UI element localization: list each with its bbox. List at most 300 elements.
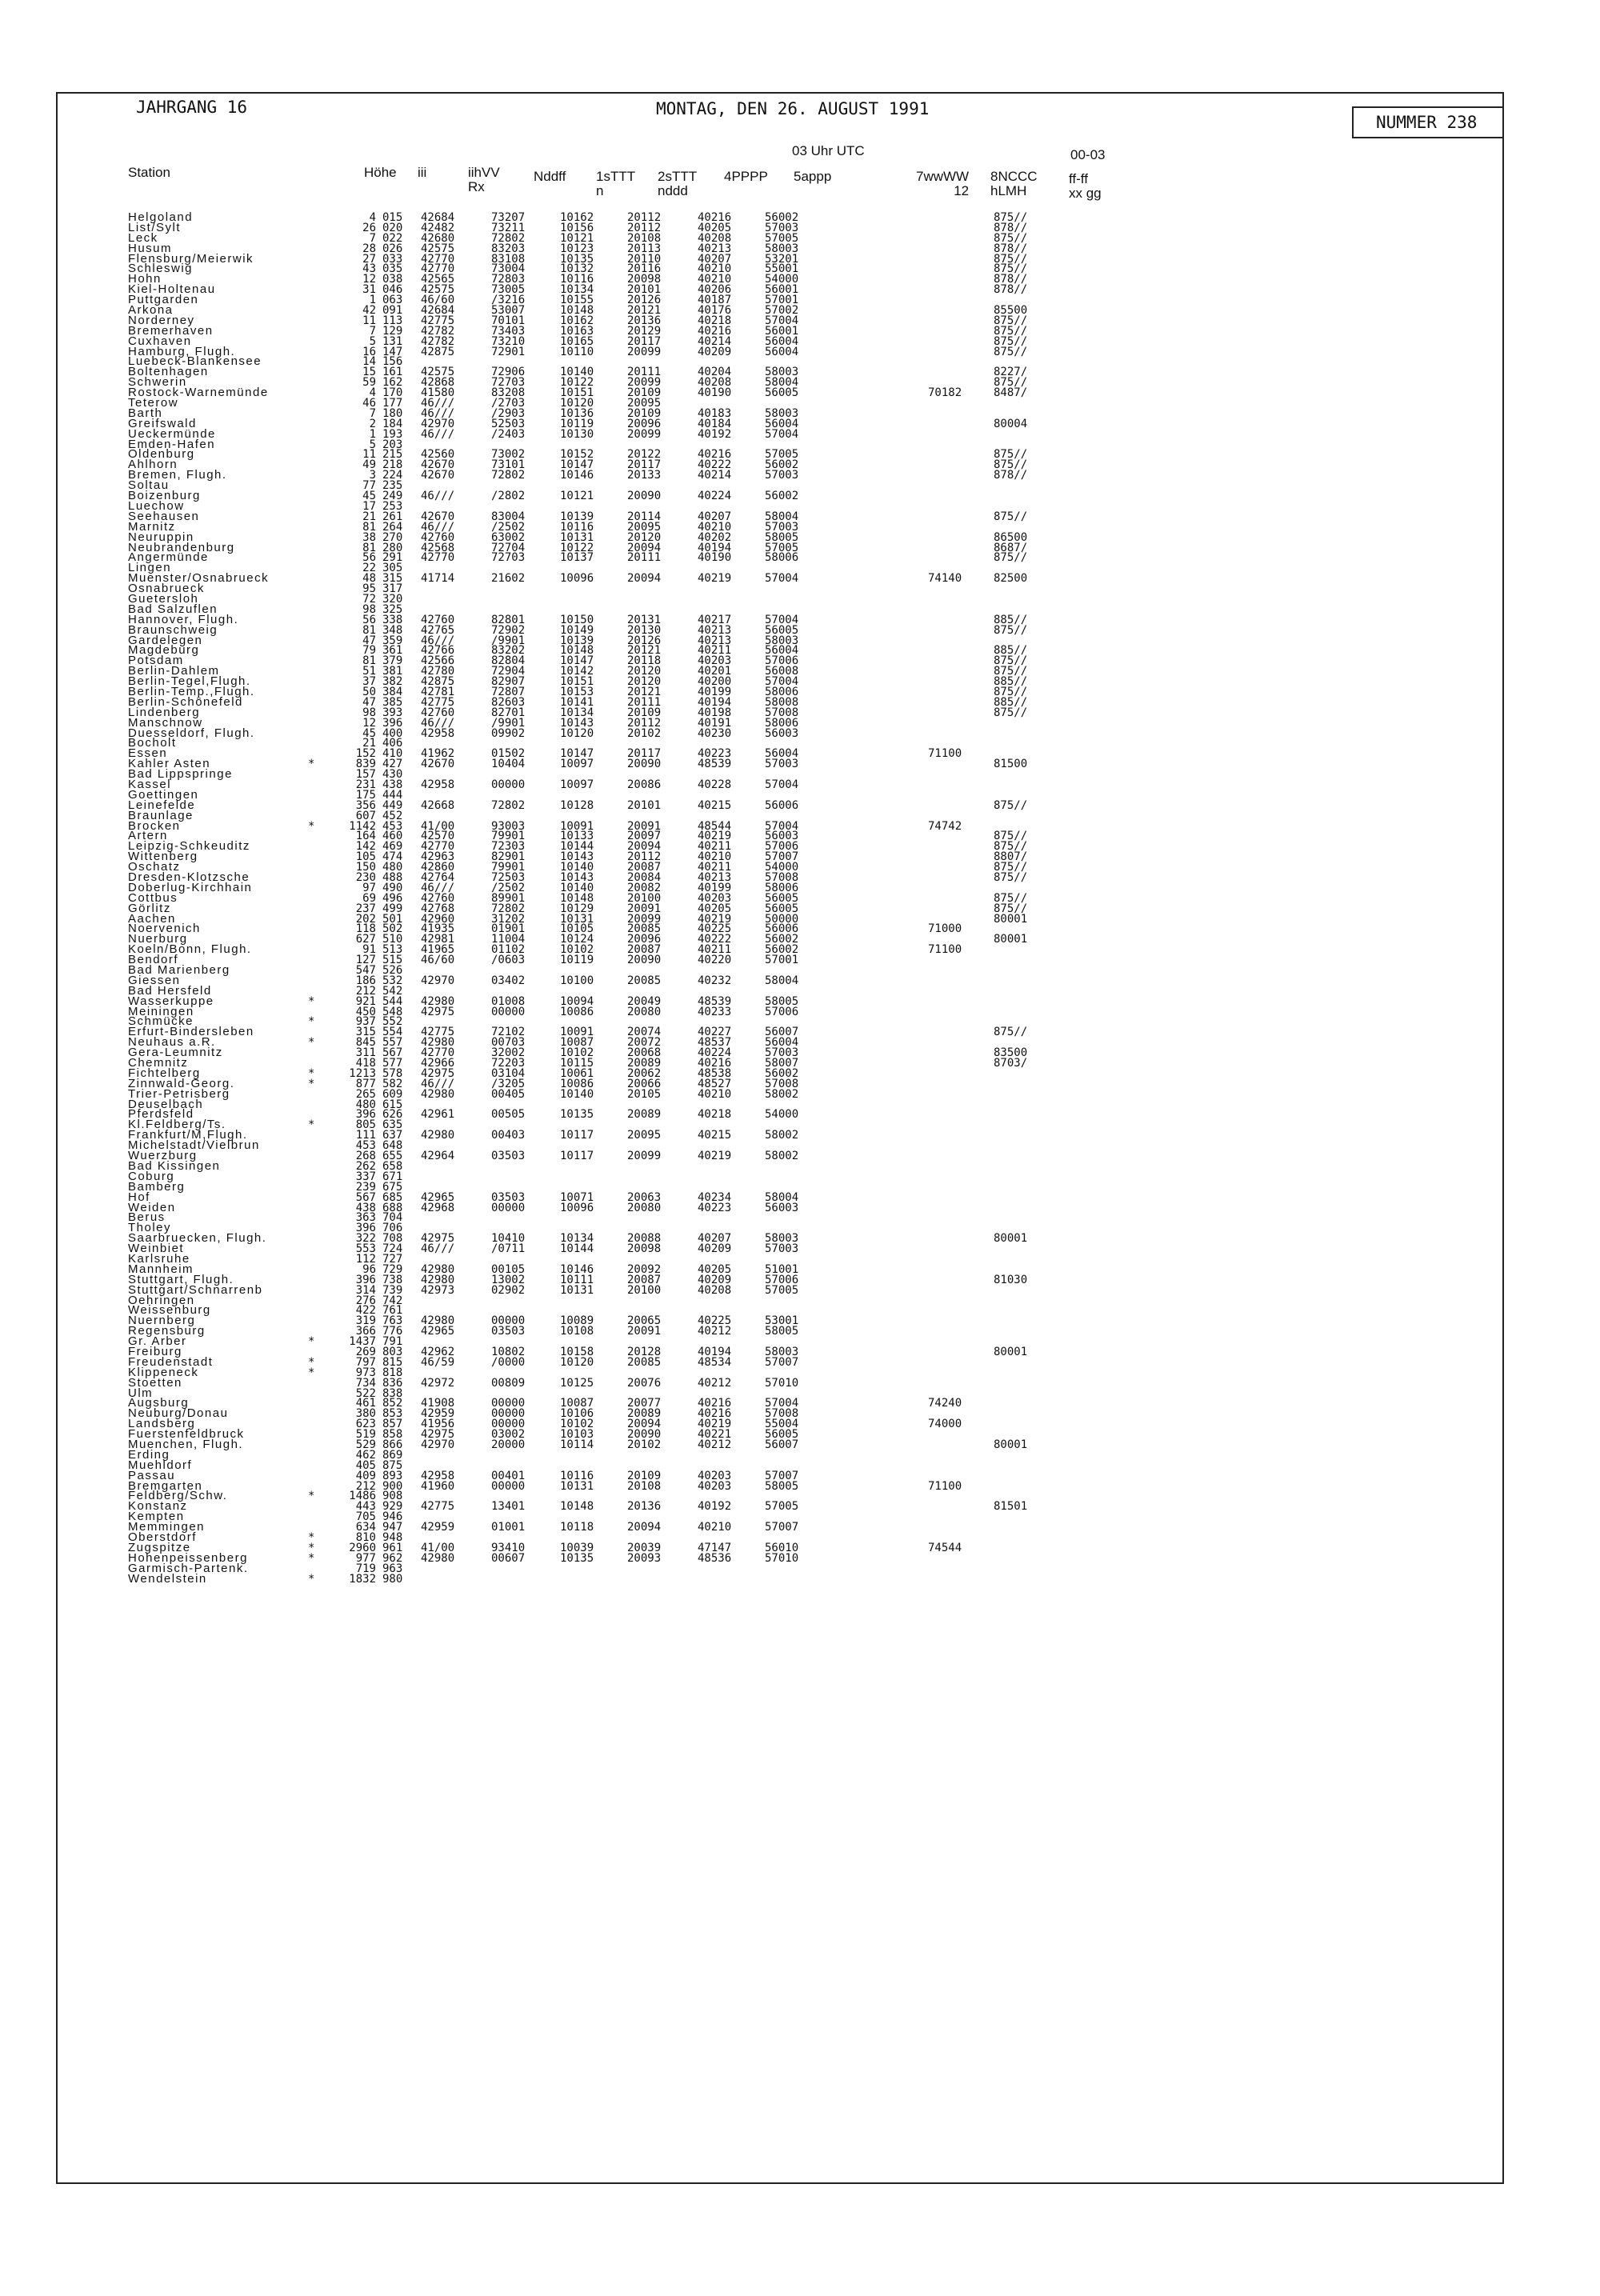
station-height: 366: [355, 1325, 376, 1338]
group-temp: 10097: [560, 758, 594, 771]
table-row: [128, 478, 1360, 493]
group-temp: 10111: [560, 1273, 594, 1286]
station-index: 020: [382, 221, 403, 234]
station-name: Bad Kissingen: [128, 1158, 221, 1173]
group-ihvv: 42570: [421, 830, 455, 843]
station-height: 396: [355, 1108, 376, 1122]
group-ihvv: 42975: [421, 1428, 455, 1442]
group-weather: 71000: [928, 922, 962, 936]
group-pressure: 40220: [698, 954, 732, 967]
table-row: [128, 426, 1360, 441]
station-height: 529: [355, 1438, 376, 1451]
group-pressure: 40184: [698, 417, 732, 430]
station-name: Ulm: [128, 1386, 154, 1400]
group-dewpoint: 20039: [627, 1541, 662, 1554]
station-height: 50: [362, 685, 376, 698]
group-temp: 10131: [560, 912, 594, 926]
col-nddff: Nddff: [534, 169, 566, 184]
group-pressure: 40192: [698, 427, 732, 441]
station-name: Boizenburg: [128, 489, 201, 503]
group-nddff: 20000: [491, 1438, 526, 1451]
station-index: 015: [382, 211, 403, 224]
table-row: [128, 1303, 1360, 1318]
group-ihvv: 41956: [421, 1418, 455, 1431]
station-height: 12: [362, 716, 376, 730]
table-row: [128, 416, 1360, 430]
station-height: 839: [355, 758, 376, 771]
station-index: 460: [382, 830, 403, 843]
table-row: [128, 295, 1360, 306]
group-temp: 10162: [560, 314, 594, 327]
group-tendency: 57006: [765, 1273, 799, 1286]
group-ihvv: 46///: [421, 406, 455, 420]
table-row: [128, 241, 1360, 255]
group-pressure: 40210: [698, 850, 732, 864]
group-nddff: 10404: [491, 758, 526, 771]
station-name: Trier-Petrisberg: [128, 1086, 230, 1101]
group-dewpoint: 20128: [627, 1345, 662, 1358]
station-name: Goettingen: [128, 787, 199, 802]
group-cloud: 878//: [994, 283, 1028, 297]
group-cloud: 875//: [994, 891, 1028, 905]
group-temp: 10143: [560, 871, 594, 884]
station-height: 337: [355, 1170, 376, 1183]
station-name: Hannover, Flugh.: [128, 612, 239, 626]
group-dewpoint: 20109: [627, 386, 662, 400]
group-ihvv: 41580: [421, 386, 455, 400]
group-pressure: 40205: [698, 902, 732, 915]
group-ihvv: 42770: [421, 252, 455, 266]
station-index: 515: [382, 954, 403, 967]
group-nddff: 02902: [491, 1283, 526, 1297]
station-name: Bremerhaven: [128, 323, 214, 338]
group-pressure: 40214: [698, 334, 732, 348]
group-temp: 10102: [560, 1418, 594, 1431]
group-dewpoint: 20095: [627, 1129, 662, 1142]
station-index: 980: [382, 1572, 403, 1586]
group-nddff: /2903: [491, 406, 526, 420]
station-index: 739: [382, 1283, 403, 1297]
station-height: 438: [355, 1201, 376, 1214]
group-temp: 10110: [560, 345, 594, 358]
station-name: Stoetten: [128, 1375, 182, 1390]
group-pressure: 40183: [698, 406, 732, 420]
group-nddff: /0603: [491, 954, 526, 967]
group-tendency: 50000: [765, 912, 799, 926]
table-row: [128, 550, 1360, 565]
station-name: Ahlhorn: [128, 458, 178, 472]
volume-label: JAHRGANG 16: [136, 98, 248, 117]
table-row: [128, 530, 1360, 544]
group-dewpoint: 20131: [627, 613, 662, 626]
group-weather: 74240: [928, 1397, 962, 1410]
table-row: [128, 973, 1360, 987]
group-temp: 10116: [560, 520, 594, 534]
group-pressure: 40225: [698, 1314, 732, 1328]
table-row: [128, 591, 1360, 606]
station-index: 637: [382, 1129, 403, 1142]
group-tendency: 58002: [765, 1129, 799, 1142]
group-dewpoint: 20074: [627, 1026, 662, 1039]
station-name: Muehldorf: [128, 1458, 193, 1472]
station-height: 5: [369, 438, 376, 451]
group-cloud: 83500: [994, 1046, 1028, 1060]
group-cloud: 8487/: [994, 386, 1028, 400]
group-dewpoint: 20076: [627, 1376, 662, 1390]
period-label: 00-03: [1070, 147, 1106, 162]
station-name: Marnitz: [128, 519, 176, 534]
group-cloud: 875//: [994, 830, 1028, 843]
group-temp: 10146: [560, 469, 594, 482]
mountain-marker: *: [308, 1066, 315, 1080]
station-height: 314: [355, 1283, 376, 1297]
group-temp: 10165: [560, 334, 594, 348]
group-ihvv: 42766: [421, 644, 455, 658]
station-index: 946: [382, 1510, 403, 1524]
group-cloud: 80004: [994, 417, 1028, 430]
group-tendency: 57005: [765, 541, 799, 554]
group-pressure: 40228: [698, 778, 732, 791]
table-row: [128, 313, 1360, 327]
station-name: Berlin-Schönefeld: [128, 694, 243, 709]
group-pressure: 40204: [698, 366, 732, 379]
table-row: [128, 1223, 1360, 1234]
group-pressure: 40199: [698, 881, 732, 894]
station-index: 063: [382, 294, 403, 307]
group-pressure: 40211: [698, 943, 732, 957]
station-index: 648: [382, 1139, 403, 1153]
group-nddff: 01008: [491, 994, 526, 1008]
group-ihvv: 42962: [421, 1345, 455, 1358]
group-ihvv: 42670: [421, 510, 455, 523]
group-dewpoint: 20077: [627, 1397, 662, 1410]
station-name: Muenchen, Flugh.: [128, 1437, 244, 1451]
table-row: [128, 571, 1360, 586]
group-pressure: 40200: [698, 675, 732, 689]
group-dewpoint: 20110: [627, 252, 662, 266]
group-dewpoint: 20080: [627, 1201, 662, 1214]
group-temp: 10097: [560, 778, 594, 791]
station-index: 184: [382, 417, 403, 430]
group-pressure: 40207: [698, 1232, 732, 1246]
station-height: 269: [355, 1345, 376, 1358]
group-ihvv: 46///: [421, 490, 455, 503]
group-dewpoint: 20080: [627, 1005, 662, 1018]
station-height: 2960: [349, 1541, 376, 1554]
group-pressure: 48536: [698, 1551, 732, 1565]
station-index: 113: [382, 314, 403, 327]
group-nddff: /0000: [491, 1355, 526, 1369]
station-height: 38: [362, 530, 376, 544]
group-dewpoint: 20102: [627, 1438, 662, 1451]
station-name: Chemnitz: [128, 1056, 189, 1070]
station-index: 838: [382, 1386, 403, 1400]
group-nddff: 73101: [491, 458, 526, 472]
station-height: 547: [355, 964, 376, 978]
group-ihvv: 42970: [421, 1438, 455, 1451]
group-tendency: 57004: [765, 572, 799, 586]
station-name: Gardelegen: [128, 633, 203, 647]
group-temp: 10120: [560, 1355, 594, 1369]
group-nddff: /2502: [491, 881, 526, 894]
group-temp: 10130: [560, 427, 594, 441]
col-pppp: 4PPPP: [724, 169, 768, 184]
station-height: 396: [355, 1273, 376, 1286]
group-nddff: 72807: [491, 685, 526, 698]
station-index: 513: [382, 943, 403, 957]
group-pressure: 40222: [698, 458, 732, 472]
table-row: [128, 1076, 1360, 1090]
group-dewpoint: 20101: [627, 283, 662, 297]
group-tendency: 58005: [765, 1479, 799, 1493]
station-name: Angermünde: [128, 550, 209, 565]
group-nddff: 73207: [491, 211, 526, 224]
table-row: [128, 210, 1360, 224]
group-ihvv: 46/59: [421, 1355, 455, 1369]
station-height: 363: [355, 1211, 376, 1225]
mountain-marker: *: [308, 1335, 315, 1349]
group-temp: 10151: [560, 675, 594, 689]
group-nddff: 03503: [491, 1150, 526, 1163]
station-height: 27: [362, 252, 376, 266]
group-tendency: 56005: [765, 902, 799, 915]
station-height: 164: [355, 830, 376, 843]
station-height: 380: [355, 1407, 376, 1421]
group-tendency: 57004: [765, 613, 799, 626]
station-index: 776: [382, 1325, 403, 1338]
station-height: 450: [355, 1005, 376, 1018]
station-name: Oldenburg: [128, 447, 195, 462]
group-dewpoint: 20096: [627, 417, 662, 430]
group-nddff: /2403: [491, 427, 526, 441]
station-index: 857: [382, 1418, 403, 1431]
group-dewpoint: 20089: [627, 1057, 662, 1070]
group-dewpoint: 20100: [627, 1283, 662, 1297]
group-nddff: /3205: [491, 1077, 526, 1090]
group-nddff: 72803: [491, 273, 526, 286]
group-nddff: 00000: [491, 1005, 526, 1018]
group-nddff: 72906: [491, 366, 526, 379]
station-index: 427: [382, 758, 403, 771]
group-cloud: 8703/: [994, 1057, 1028, 1070]
group-weather: 74742: [928, 819, 962, 833]
group-dewpoint: 20087: [627, 861, 662, 874]
group-dewpoint: 20114: [627, 510, 662, 523]
table-row: [128, 656, 1360, 666]
table-row: [128, 1158, 1360, 1173]
station-height: 11: [362, 314, 376, 327]
group-dewpoint: 20099: [627, 345, 662, 358]
group-ihvv: 42958: [421, 778, 455, 791]
group-temp: 10061: [560, 1066, 594, 1080]
station-height: 237: [355, 902, 376, 915]
group-dewpoint: 20089: [627, 1407, 662, 1421]
group-cloud: 81030: [994, 1273, 1028, 1286]
station-index: 685: [382, 1190, 403, 1204]
station-index: 480: [382, 861, 403, 874]
group-dewpoint: 20094: [627, 1418, 662, 1431]
group-temp: 10121: [560, 231, 594, 245]
group-pressure: 40225: [698, 922, 732, 936]
group-tendency: 51001: [765, 1262, 799, 1276]
station-height: 519: [355, 1428, 376, 1442]
station-index: 552: [382, 1015, 403, 1029]
station-index: 438: [382, 778, 403, 791]
group-temp: 10147: [560, 654, 594, 668]
station-name: Kempten: [128, 1510, 185, 1524]
group-ihvv: 42575: [421, 366, 455, 379]
station-index: 162: [382, 376, 403, 390]
station-height: 1832: [349, 1572, 376, 1586]
group-nddff: 73002: [491, 448, 526, 462]
group-tendency: 56004: [765, 334, 799, 348]
group-pressure: 40215: [698, 1129, 732, 1142]
group-ihvv: 41965: [421, 943, 455, 957]
group-cloud: 875//: [994, 345, 1028, 358]
group-ihvv: 42980: [421, 1129, 455, 1142]
station-height: 45: [362, 726, 376, 740]
group-tendency: 57005: [765, 1283, 799, 1297]
station-name: Puttgarden: [128, 293, 199, 307]
station-height: 1: [369, 427, 376, 441]
group-temp: 10147: [560, 747, 594, 761]
station-index: 129: [382, 324, 403, 338]
station-name: Bad Lippspringe: [128, 767, 233, 782]
table-row: [128, 1035, 1360, 1050]
mountain-marker: *: [308, 1490, 315, 1503]
group-pressure: 40223: [698, 747, 732, 761]
group-pressure: 40216: [698, 1407, 732, 1421]
station-index: 203: [382, 438, 403, 451]
group-ihvv: 42684: [421, 211, 455, 224]
group-dewpoint: 20096: [627, 933, 662, 946]
station-name: Landsberg: [128, 1417, 196, 1431]
group-temp: 10135: [560, 1108, 594, 1122]
station-index: 320: [382, 592, 403, 606]
group-tendency: 58003: [765, 366, 799, 379]
station-height: 937: [355, 1015, 376, 1029]
station-name: Weinbiet: [128, 1242, 185, 1256]
station-name: Wittenberg: [128, 850, 198, 864]
station-index: 156: [382, 355, 403, 369]
group-temp: 10146: [560, 1262, 594, 1276]
station-height: 480: [355, 1098, 376, 1111]
group-cloud: 878//: [994, 242, 1028, 255]
table-row: [128, 344, 1360, 358]
group-temp: 10156: [560, 221, 594, 234]
table-row: [128, 540, 1360, 554]
group-pressure: 40194: [698, 1345, 732, 1358]
station-height: 1213: [349, 1066, 376, 1080]
group-tendency: 58003: [765, 242, 799, 255]
group-nddff: 01901: [491, 922, 526, 936]
group-temp: 10119: [560, 954, 594, 967]
group-nddff: 72901: [491, 345, 526, 358]
table-row: [128, 1316, 1360, 1326]
table-row: [128, 274, 1360, 285]
group-temp: 10144: [560, 840, 594, 854]
mountain-marker: *: [308, 994, 315, 1008]
group-dewpoint: 20099: [627, 912, 662, 926]
group-nddff: /9901: [491, 634, 526, 647]
group-temp: 10089: [560, 1314, 594, 1328]
group-pressure: 40209: [698, 345, 732, 358]
group-pressure: 40213: [698, 634, 732, 647]
table-row: [128, 1365, 1360, 1379]
group-temp: 10137: [560, 551, 594, 565]
station-index: 532: [382, 974, 403, 987]
group-temp: 10129: [560, 902, 594, 915]
group-temp: 10143: [560, 716, 594, 730]
group-temp: 10102: [560, 943, 594, 957]
table-row: [128, 334, 1360, 348]
station-height: 91: [362, 943, 376, 957]
station-name: Arkona: [128, 303, 174, 318]
station-index: 557: [382, 1036, 403, 1050]
col-appp: 5appp: [794, 169, 832, 184]
table-row: [128, 684, 1360, 698]
table-row: [128, 220, 1360, 234]
station-index: 836: [382, 1376, 403, 1390]
group-nddff: 82801: [491, 613, 526, 626]
station-index: 359: [382, 634, 403, 647]
station-index: 501: [382, 912, 403, 926]
station-height: 79: [362, 644, 376, 658]
table-row: [128, 880, 1360, 894]
station-name: Berlin-Tegel,Flugh.: [128, 674, 251, 689]
group-pressure: 40199: [698, 685, 732, 698]
station-index: 688: [382, 1201, 403, 1214]
group-pressure: 48544: [698, 819, 732, 833]
station-height: 202: [355, 912, 376, 926]
station-index: 235: [382, 479, 403, 493]
group-tendency: 56002: [765, 211, 799, 224]
group-pressure: 40203: [698, 891, 732, 905]
group-ihvv: 42770: [421, 1046, 455, 1060]
station-index: 224: [382, 469, 403, 482]
station-index: 452: [382, 809, 403, 822]
group-temp: 10135: [560, 252, 594, 266]
station-name: Bremgarten: [128, 1478, 203, 1493]
group-ihvv: 46///: [421, 397, 455, 410]
group-tendency: 58004: [765, 974, 799, 987]
group-nddff: 03002: [491, 1428, 526, 1442]
group-tendency: 57008: [765, 1407, 799, 1421]
table-row: [128, 694, 1360, 709]
table-row: [128, 1398, 1360, 1409]
station-height: 705: [355, 1510, 376, 1524]
station-name: Teterow: [128, 396, 179, 410]
station-height: 877: [355, 1077, 376, 1090]
group-cloud: 875//: [994, 324, 1028, 338]
station-name: Hohn: [128, 272, 162, 286]
station-name: Hohenpeissenberg: [128, 1550, 248, 1565]
group-tendency: 57006: [765, 840, 799, 854]
group-ihvv: 42782: [421, 334, 455, 348]
station-name: Coburg: [128, 1169, 175, 1183]
station-index: 315: [382, 572, 403, 586]
group-ihvv: 41960: [421, 1479, 455, 1493]
group-dewpoint: 20130: [627, 623, 662, 637]
station-name: Ueckermünde: [128, 426, 216, 441]
station-height: 152: [355, 747, 376, 761]
issue-number: NUMMER 238: [1352, 106, 1502, 138]
group-pressure: 40232: [698, 974, 732, 987]
group-temp: 10096: [560, 572, 594, 586]
table-row: [128, 715, 1360, 730]
group-temp: 10091: [560, 1026, 594, 1039]
group-pressure: 40219: [698, 1418, 732, 1431]
